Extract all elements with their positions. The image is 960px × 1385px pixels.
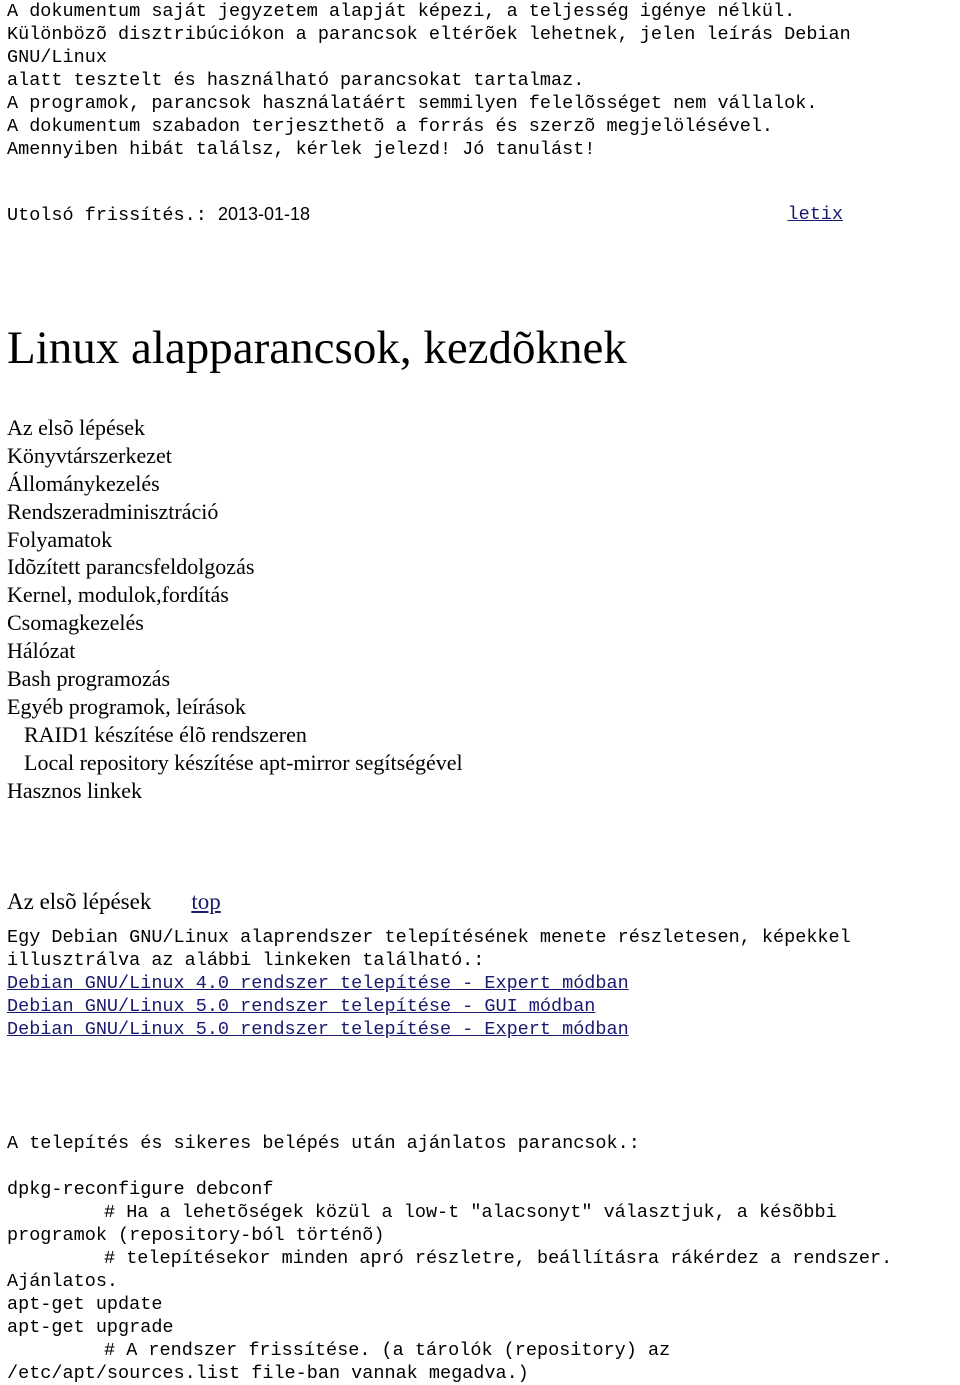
command-line: apt-get upgrade <box>7 1317 174 1338</box>
author-link[interactable]: letix <box>787 204 843 225</box>
disclaimer-line: alatt tesztelt és használható parancsokat tartalmaz. <box>7 70 585 91</box>
toc-item[interactable]: Állománykezelés <box>7 470 160 496</box>
toc-item[interactable]: Az elsõ lépések <box>7 415 146 440</box>
disclaimer-line: Amennyiben hibát találsz, kérlek jelezd! Jó tanulást! <box>7 139 596 160</box>
comment-line: # A rendszer frissítése. (a tárolók (repository) az <box>104 1340 671 1361</box>
toc-item[interactable]: Bash programozás <box>7 666 171 692</box>
disclaimer-line: A dokumentum szabadon terjeszthetõ a forrás és szerzõ megjelölésével. <box>7 116 774 137</box>
toc-item[interactable]: Hálózat <box>7 638 76 664</box>
last-updated-date: 2013-01-18 <box>217 204 311 224</box>
disclaimer-line: A dokumentum saját jegyzetem alapját képezi, a teljesség igénye nélkül. <box>7 1 796 22</box>
last-updated-label: Utolsó frissítés.: <box>7 205 218 226</box>
toc-item[interactable]: Csomagkezelés <box>7 610 144 636</box>
toc-item[interactable]: Könyvtárszerkezet <box>7 442 172 468</box>
comment-line: Ajánlatos. <box>7 1271 119 1292</box>
comment-line: /etc/apt/sources.list file-ban vannak megadva.) <box>7 1363 529 1384</box>
comment-line: # telepítésekor minden apró részletre, beállításra rákérdez a rendszer. <box>104 1248 893 1269</box>
command-line: dpkg-reconfigure debconf <box>7 1179 274 1200</box>
recommended-commands <box>7 1132 892 1385</box>
spacer <box>7 1155 892 1178</box>
last-updated-row <box>7 203 843 227</box>
toc-item[interactable]: Idõzített parancsfeldolgozás <box>7 554 255 580</box>
toc-item[interactable]: Folyamatok <box>7 526 113 552</box>
section-title: Az elsõ lépések <box>7 889 152 914</box>
top-link[interactable]: top <box>191 889 221 914</box>
install-link[interactable]: Debian GNU/Linux 5.0 rendszer telepítése - Expert módban <box>7 1019 629 1040</box>
toc-item[interactable]: Rendszeradminisztráció <box>7 498 219 524</box>
install-link[interactable]: Debian GNU/Linux 4.0 rendszer telepítése - Expert módban <box>7 973 629 994</box>
disclaimer-line: Különbözõ disztribúciókon a parancsok eltérõek lehetnek, jelen leírás Debian <box>7 24 851 45</box>
command-line: apt-get update <box>7 1294 163 1315</box>
toc-subitem[interactable]: RAID1 készítése élõ rendszeren <box>24 721 307 747</box>
page-title: Linux alapparancsok, kezdõknek <box>7 322 627 374</box>
disclaimer <box>7 0 851 161</box>
commands-heading: A telepítés és sikeres belépés után ajánlatos parancsok.: <box>7 1133 640 1154</box>
disclaimer-line: A programok, parancsok használatáért semmilyen felelõsséget nem vállalok. <box>7 93 818 114</box>
toc-item[interactable]: Egyéb programok, leírások <box>7 693 246 719</box>
intro-text: Egy Debian GNU/Linux alaprendszer telepítésének menete részletesen, képekkel <box>7 927 851 948</box>
toc-item[interactable]: Kernel, modulok,fordítás <box>7 582 229 608</box>
comment-line: programok (repository-ból történõ) <box>7 1225 385 1246</box>
comment-line: # Ha a lehetõségek közül a low-t "alacsonyt" választjuk, a késõbbi <box>104 1202 837 1223</box>
section-heading <box>7 887 221 917</box>
toc-item[interactable]: Hasznos linkek <box>7 777 143 803</box>
install-link[interactable]: Debian GNU/Linux 5.0 rendszer telepítése - GUI módban <box>7 996 596 1017</box>
disclaimer-line: GNU/Linux <box>7 47 107 68</box>
intro-text: illusztrálva az alábbi linkeken található.: <box>7 950 485 971</box>
table-of-contents <box>7 414 463 804</box>
toc-subitem[interactable]: Local repository készítése apt-mirror segítségével <box>24 749 463 775</box>
intro-block <box>7 926 851 1041</box>
